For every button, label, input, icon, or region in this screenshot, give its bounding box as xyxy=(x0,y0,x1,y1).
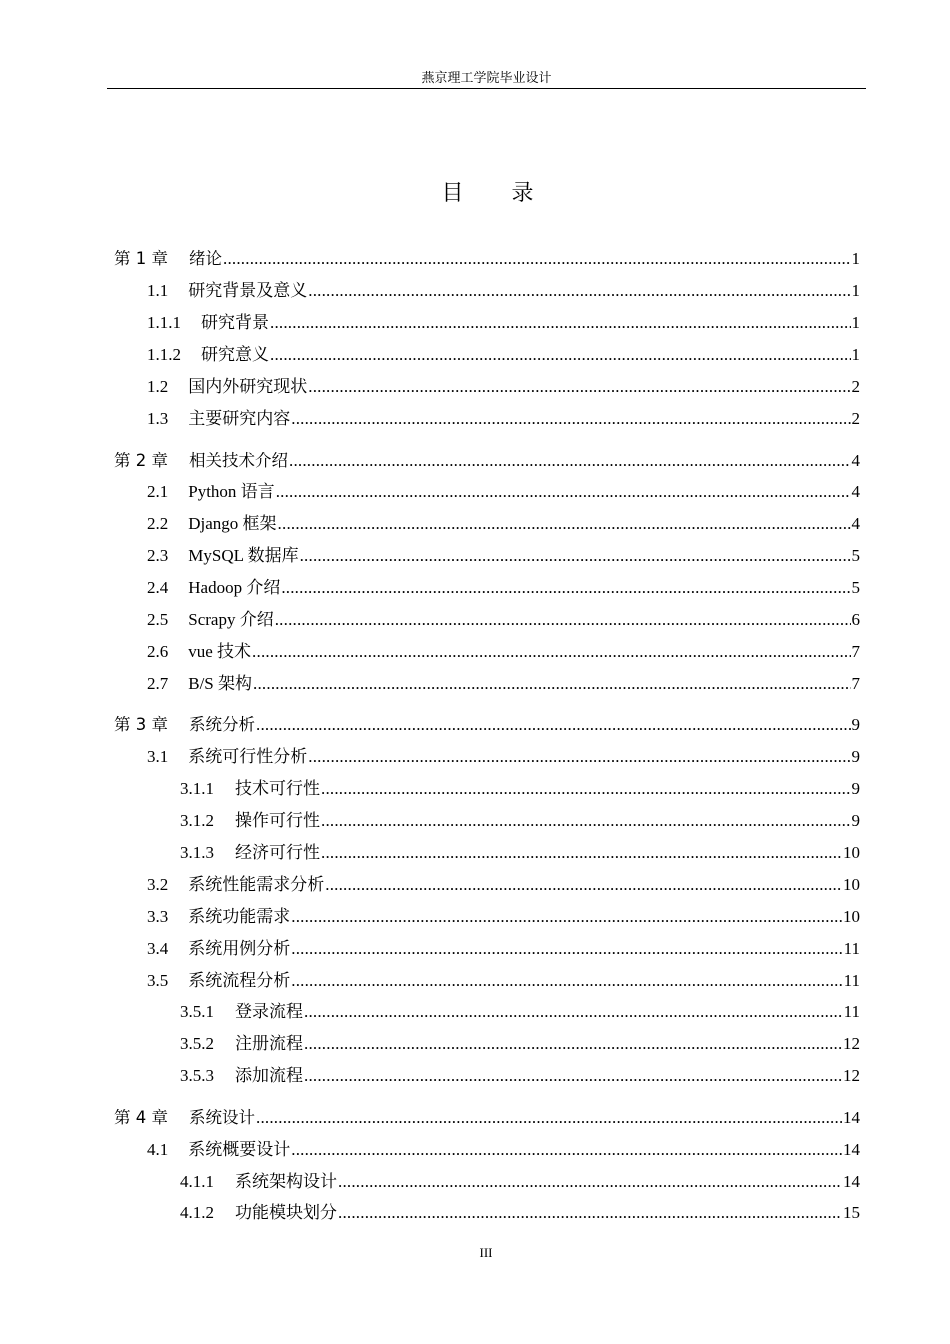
toc-entry-title: vue 技术 xyxy=(188,642,252,661)
toc-leader-dots xyxy=(223,248,851,270)
toc-entry-title: 研究背景及意义 xyxy=(188,281,308,300)
toc-entry-number: 2.3 xyxy=(147,546,169,565)
toc-entry-number: 3.5.2 xyxy=(180,1034,214,1053)
toc-leader-dots xyxy=(300,545,851,567)
toc-entry-page: 2 xyxy=(851,377,860,396)
toc-entry-title: Python 语言 xyxy=(188,482,275,501)
toc-entry[interactable] xyxy=(180,1171,860,1193)
toc-entry-title: 系统可行性分析 xyxy=(188,747,308,766)
toc-entry-title: 经济可行性 xyxy=(235,843,320,862)
toc-entry[interactable] xyxy=(147,577,860,599)
toc-entry-page: 5 xyxy=(851,578,860,597)
toc-entry[interactable] xyxy=(180,1001,860,1023)
toc-entry-title: 研究背景 xyxy=(201,313,269,332)
toc-entry[interactable] xyxy=(147,1139,860,1161)
toc-entry-page: 9 xyxy=(851,779,860,798)
toc-entry-number: 3.3 xyxy=(147,907,169,926)
toc-entry-title: Django 框架 xyxy=(188,514,277,533)
toc-entry-number: 3.1.3 xyxy=(180,843,214,862)
page-number: III xyxy=(479,1245,493,1260)
toc-entry-page: 4 xyxy=(851,482,860,501)
toc-entry-title: 研究意义 xyxy=(201,345,269,364)
header-text: 燕京理工学院毕业设计 xyxy=(421,70,552,85)
toc-entry-page: 1 xyxy=(851,313,860,332)
toc-entry-title: 技术可行性 xyxy=(235,779,320,798)
toc-entry[interactable] xyxy=(147,545,860,567)
toc-entry-page: 14 xyxy=(843,1108,860,1127)
toc-entry-page: 9 xyxy=(851,747,860,766)
toc-entry[interactable] xyxy=(114,450,860,472)
toc-leader-dots xyxy=(308,376,850,398)
toc-entry-number: 第 3 章 xyxy=(114,715,168,734)
toc-entry-title: B/S 架构 xyxy=(188,674,253,693)
toc-entry-number: 3.1.2 xyxy=(180,811,214,830)
toc-entry-number: 2.2 xyxy=(147,514,169,533)
toc-entry-number: 1.1.2 xyxy=(147,345,181,364)
toc-entry-page: 14 xyxy=(843,1140,860,1159)
toc-leader-dots xyxy=(270,344,851,366)
toc-entry-page: 6 xyxy=(851,610,860,629)
toc-entry-title: 系统概要设计 xyxy=(188,1140,291,1159)
toc-leader-dots xyxy=(291,408,850,430)
toc-entry[interactable] xyxy=(147,280,860,302)
toc-entry-page: 12 xyxy=(843,1034,860,1053)
toc-leader-dots xyxy=(304,1065,842,1087)
toc-leader-dots xyxy=(291,938,842,960)
toc-leader-dots xyxy=(308,280,850,302)
toc-entry-title: 系统流程分析 xyxy=(188,971,291,990)
toc-entry[interactable] xyxy=(147,609,860,631)
toc-entry-number: 3.1 xyxy=(147,747,169,766)
toc-entry-page: 14 xyxy=(843,1172,860,1191)
toc-entry[interactable] xyxy=(180,810,860,832)
toc-entry-title: 绪论 xyxy=(189,249,222,268)
toc-entry-number: 2.1 xyxy=(147,482,169,501)
toc-entry-number: 2.5 xyxy=(147,610,169,629)
toc-entry-page: 7 xyxy=(851,674,860,693)
toc-entry[interactable] xyxy=(147,874,860,896)
toc-entry-page: 12 xyxy=(843,1066,860,1085)
toc-entry-number: 4.1 xyxy=(147,1140,169,1159)
toc-entry-number: 3.5 xyxy=(147,971,169,990)
toc-entry-title: 注册流程 xyxy=(235,1034,303,1053)
toc-leader-dots xyxy=(321,810,851,832)
toc-entry-number: 4.1.1 xyxy=(180,1172,214,1191)
toc-entry-number: 2.6 xyxy=(147,642,169,661)
toc-leader-dots xyxy=(253,673,850,695)
toc-entry[interactable] xyxy=(147,376,860,398)
page-footer xyxy=(0,1245,950,1261)
toc-leader-dots xyxy=(338,1202,842,1224)
toc-leader-dots xyxy=(338,1171,842,1193)
toc-entry-title: 系统架构设计 xyxy=(235,1172,337,1191)
toc-entry-page: 11 xyxy=(843,971,860,990)
toc-entry[interactable] xyxy=(147,408,860,430)
toc-entry-title: 国内外研究现状 xyxy=(188,377,308,396)
page-header xyxy=(107,70,866,89)
toc-leader-dots xyxy=(321,778,851,800)
toc-entry[interactable] xyxy=(180,1202,860,1224)
toc-leader-dots xyxy=(256,1107,842,1129)
toc-entry-page: 2 xyxy=(851,409,860,428)
toc-entry[interactable] xyxy=(114,248,860,270)
toc-entry[interactable] xyxy=(114,1107,860,1129)
toc-entry-title: 系统功能需求 xyxy=(188,907,291,926)
toc-entry-title: 系统设计 xyxy=(189,1108,255,1127)
toc-entry[interactable] xyxy=(180,778,860,800)
toc-entry-page: 4 xyxy=(851,451,860,470)
toc-entry[interactable] xyxy=(147,746,860,768)
toc-leader-dots xyxy=(304,1033,842,1055)
toc-entry[interactable] xyxy=(147,513,860,535)
toc-entry-page: 11 xyxy=(843,1002,860,1021)
toc-entry-number: 第 1 章 xyxy=(114,249,168,268)
toc-leader-dots xyxy=(291,970,842,992)
toc-entry[interactable] xyxy=(147,970,860,992)
toc-entry-title: MySQL 数据库 xyxy=(188,546,299,565)
toc-entry-title: 系统性能需求分析 xyxy=(188,875,325,894)
toc-leader-dots xyxy=(252,641,850,663)
toc-entry[interactable] xyxy=(180,1033,860,1055)
toc-leader-dots xyxy=(304,1001,843,1023)
toc-entry-page: 1 xyxy=(851,249,860,268)
toc-leader-dots xyxy=(281,577,850,599)
toc-entry-title: 主要研究内容 xyxy=(188,409,291,428)
toc-entry-title: 操作可行性 xyxy=(235,811,320,830)
toc-entry-title: 添加流程 xyxy=(235,1066,303,1085)
toc-entry-page: 15 xyxy=(843,1203,860,1222)
toc-entry-page: 10 xyxy=(843,875,860,894)
toc-entry-number: 1.1 xyxy=(147,281,169,300)
toc-entry-page: 10 xyxy=(843,843,860,862)
toc-leader-dots xyxy=(291,906,842,928)
toc-entry[interactable] xyxy=(180,842,860,864)
toc-entry[interactable] xyxy=(147,312,860,334)
toc-leader-dots xyxy=(289,450,851,472)
toc-entry-number: 3.2 xyxy=(147,875,169,894)
toc-entry-number: 3.5.1 xyxy=(180,1002,214,1021)
toc-leader-dots xyxy=(308,746,850,768)
toc-entry-page: 7 xyxy=(851,642,860,661)
toc-entry-title: 系统用例分析 xyxy=(188,939,291,958)
toc-title-left: 目 xyxy=(441,181,464,206)
toc-entry-number: 2.4 xyxy=(147,578,169,597)
toc-entry-number: 1.1.1 xyxy=(147,313,181,332)
toc-entry-page: 9 xyxy=(851,715,860,734)
toc-entry-number: 3.1.1 xyxy=(180,779,214,798)
toc-entry-title: 功能模块划分 xyxy=(235,1203,337,1222)
toc-leader-dots xyxy=(278,513,851,535)
toc-leader-dots xyxy=(321,842,842,864)
toc-entry-page: 11 xyxy=(843,939,860,958)
toc-entry[interactable] xyxy=(147,344,860,366)
toc-leader-dots xyxy=(275,609,851,631)
toc-entry-number: 1.3 xyxy=(147,409,169,428)
toc-entry-title: Hadoop 介绍 xyxy=(188,578,281,597)
toc-entry[interactable] xyxy=(114,714,860,736)
toc-entry[interactable] xyxy=(147,641,860,663)
toc-title xyxy=(0,180,950,208)
toc-entry-number: 1.2 xyxy=(147,377,169,396)
toc-entry-page: 4 xyxy=(851,514,860,533)
toc-entry-title: 登录流程 xyxy=(235,1002,303,1021)
toc-entry-number: 4.1.2 xyxy=(180,1203,214,1222)
toc-entry[interactable] xyxy=(147,938,860,960)
toc-entry-title: 相关技术介绍 xyxy=(189,451,288,470)
toc-entry[interactable] xyxy=(147,673,860,695)
toc-entry-number: 2.7 xyxy=(147,674,169,693)
toc-leader-dots xyxy=(291,1139,842,1161)
toc-title-right: 录 xyxy=(511,181,534,206)
toc-entry-page: 5 xyxy=(851,546,860,565)
toc-entry-page: 10 xyxy=(843,907,860,926)
toc-entry[interactable] xyxy=(180,1065,860,1087)
toc-leader-dots xyxy=(256,714,851,736)
toc-entry[interactable] xyxy=(147,481,860,503)
toc-entry[interactable] xyxy=(147,906,860,928)
toc-entry-number: 第 4 章 xyxy=(114,1108,168,1127)
toc-leader-dots xyxy=(270,312,851,334)
toc-leader-dots xyxy=(276,481,851,503)
toc-entry-title: Scrapy 介绍 xyxy=(188,610,274,629)
toc-entry-page: 1 xyxy=(851,345,860,364)
toc-entry-page: 1 xyxy=(851,281,860,300)
toc-entry-page: 9 xyxy=(851,811,860,830)
toc-leader-dots xyxy=(325,874,842,896)
toc-entry-title: 系统分析 xyxy=(189,715,255,734)
toc-entry-number: 3.4 xyxy=(147,939,169,958)
toc-entry-number: 第 2 章 xyxy=(114,451,168,470)
toc-entry-number: 3.5.3 xyxy=(180,1066,214,1085)
